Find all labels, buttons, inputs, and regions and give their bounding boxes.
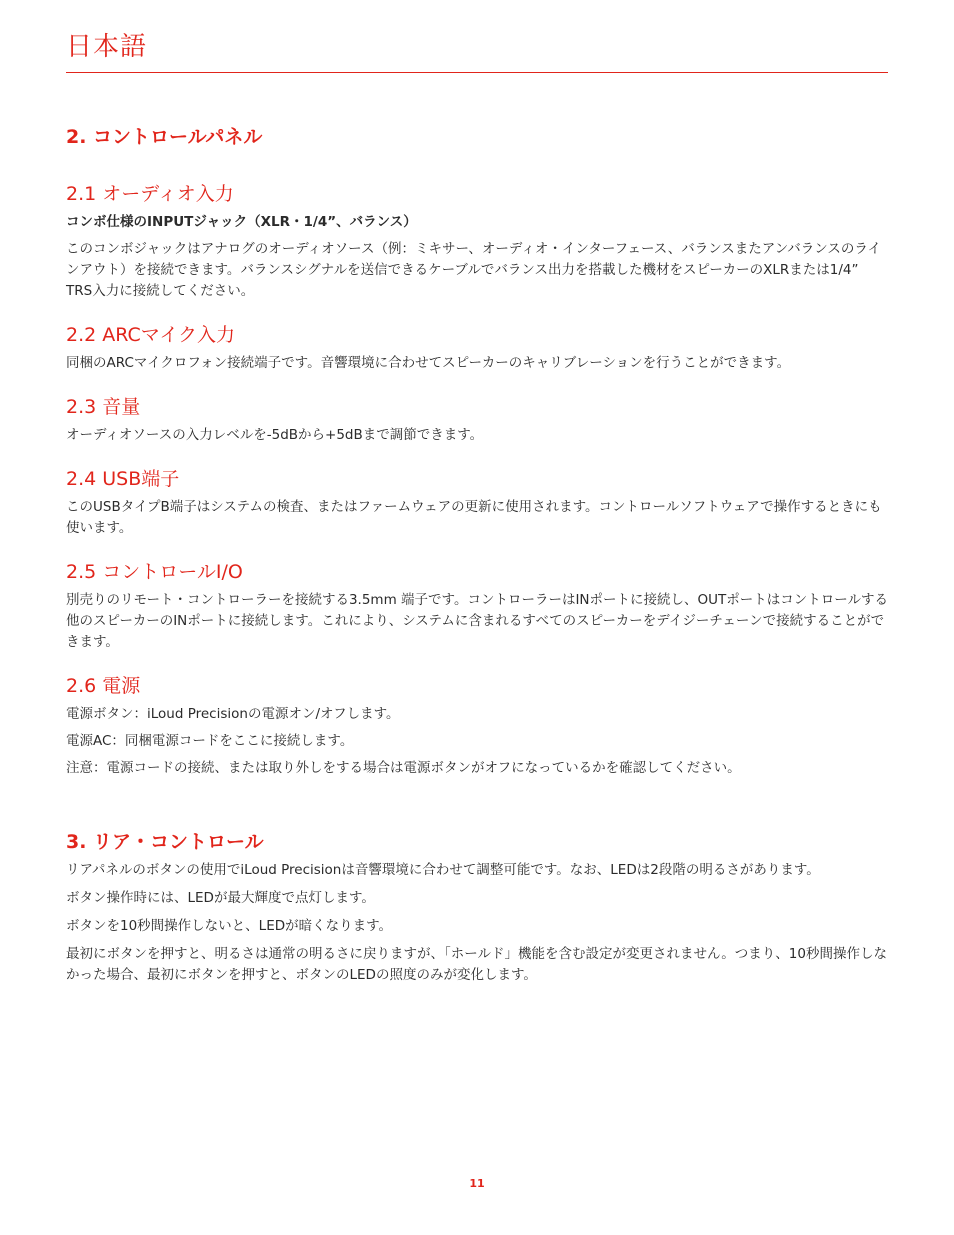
rear-control-p1: リアパネルのボタンの使用でiLoud Precisionは音響環境に合わせて調整可能です。なお、LEDは2段階の明るさがあります。	[66, 862, 820, 878]
page-number: 11	[469, 1177, 485, 1190]
rear-control-p2: ボタン操作時には、LEDが最大輝度で点灯します。	[66, 890, 375, 906]
power-button-text: 電源ボタン：iLoud Precisionの電源オン/オフします。	[66, 706, 400, 722]
audio-input-text: このコンボジャックはアナログのオーディオソース（例：ミキサー、オーディオ・インターフェース、バランスまたアンバランスのラインアウト）を接続できます。バランスシグナルを送信できるケーブルでバランス出力を搭載した機材をスピーカーのXLRまたは1/4” TRS入力に接続してください。	[66, 241, 881, 299]
power-ac-text: 電源AC：同梱電源コードをここに接続します。	[66, 733, 354, 749]
usb-text: このUSBタイプB端子はシステムの検査、またはファームウェアの更新に使用されます。コントロールソフトウェアで操作するときにも使います。	[66, 499, 882, 536]
subsection-arc-mic-title: 2.2 ARCマイク入力	[66, 324, 236, 346]
rear-control-p3: ボタンを10秒間操作しないと、LEDが暗くなります。	[66, 918, 393, 934]
header-divider	[66, 72, 888, 73]
section-rear-control-title: 3. リア・コントロール	[66, 831, 264, 853]
arc-mic-text: 同梱のARCマイクロフォン接続端子です。音響環境に合わせてスピーカーのキャリブレーションを行うことができます。	[66, 355, 791, 371]
subsection-audio-input-title: 2.1 オーディオ入力	[66, 183, 234, 205]
rear-control-p4: 最初にボタンを押すと、明るさは通常の明るさに戻りますが、「ホールド」機能を含む設定が変更されません。つまり、10秒間操作しなかった場合、最初にボタンを押すと、ボタンのLEDの照度のみが変化します。	[66, 946, 887, 983]
language-title: 日本語	[66, 32, 148, 62]
section-control-panel-title: 2. コントロールパネル	[66, 126, 263, 148]
power-note-text: 注意：電源コードの接続、または取り外しをする場合は電源ボタンがオフになっているかを確認してください。	[66, 760, 741, 776]
subsection-control-io-title: 2.5 コントロールI/O	[66, 561, 243, 583]
content	[66, 122, 888, 986]
volume-text: オーディオソースの入力レベルを-5dBから+5dBまで調節できます。	[66, 427, 484, 443]
combo-jack-label: コンボ仕様のINPUTジャック（XLR・1/4”、バランス）	[66, 214, 417, 230]
subsection-usb-title: 2.4 USB端子	[66, 468, 180, 490]
subsection-volume-title: 2.3 音量	[66, 396, 141, 418]
subsection-power-title: 2.6 電源	[66, 675, 141, 697]
control-io-text: 別売りのリモート・コントローラーを接続する3.5mm 端子です。コントローラーはINポートに接続し、OUTポートはコントロールする他のスピーカーのINポートに接続します。これにより、システムに含まれるすべてのスピーカーをデイジーチェーンで接続することができます。	[66, 592, 889, 650]
